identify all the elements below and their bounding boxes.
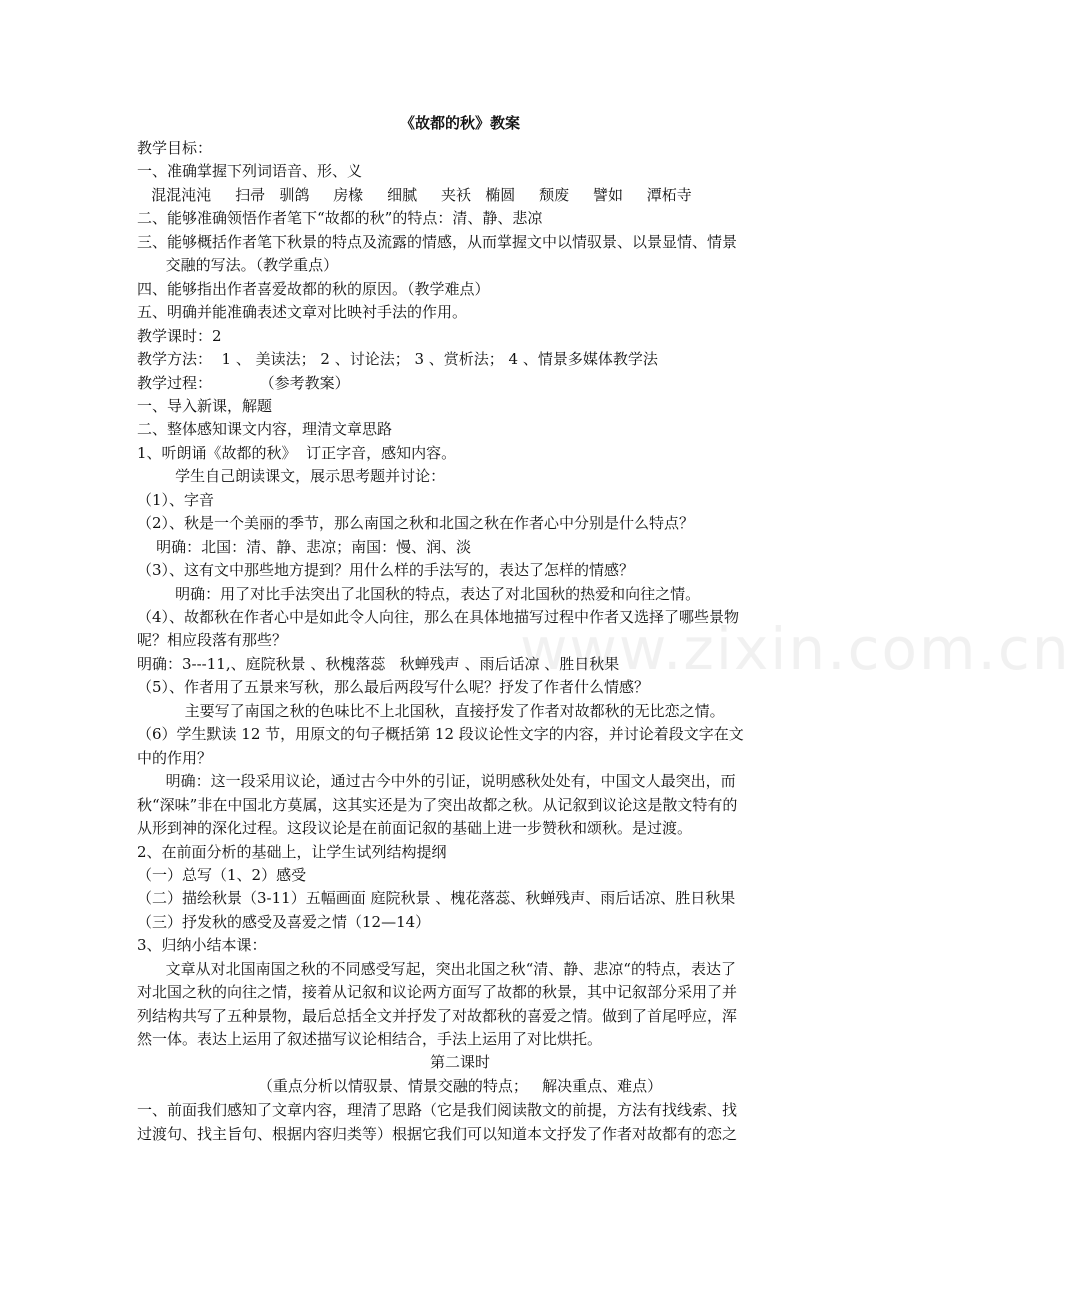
body-line: 混混沌沌 扫帚 驯鸽 房椽 细腻 夹袄 椭圆 颓废 譬如 潭柘寺: [137, 186, 692, 204]
body-line: （三）抒发秋的感受及喜爱之情（12—14）: [137, 913, 431, 931]
body-line: 明确：3---11,、庭院秋景 、秋槐落蕊 秋蝉残声 、雨后话凉 、胜日秋果: [137, 655, 620, 673]
body-line: 1、听朗诵《故都的秋》 订正字音，感知内容。: [137, 444, 457, 462]
watermark: www.zixin.com.cn: [520, 615, 1071, 683]
body-line: 教学目标：: [137, 139, 213, 157]
body-line: 从形到神的深化过程。这段议论是在前面记叙的基础上进一步赞秋和颂秋。是过渡。: [137, 819, 693, 837]
body-line: 教学方法： 1 、 美读法； 2 、讨论法； 3 、赏析法； 4 、情景多媒体教学法: [137, 350, 658, 368]
body-line: （3）、这有文中那些地方提到？用什么样的手法写的，表达了怎样的情感？: [137, 561, 635, 579]
body-line: 教学过程： （参考教案）: [137, 374, 350, 392]
body-line: 2、在前面分析的基础上，让学生试列结构提纲: [137, 843, 447, 861]
body-line: （4）、故都秋在作者心中是如此令人向往，那么在具体地描写过程中作者又选择了哪些景物: [137, 608, 740, 626]
body-line: 二、能够准确领悟作者笔下“故都的秋”的特点：清、静、悲凉: [137, 209, 543, 227]
body-line: 一、导入新课，解题: [137, 397, 273, 415]
body-line: 然一体。表达上运用了叙述描写议论相结合，手法上运用了对比烘托。: [137, 1030, 603, 1048]
body-line: 主要写了南国之秋的色味比不上北国秋，直接抒发了作者对故都秋的无比恋之情。: [137, 702, 725, 720]
body-line: 3、归纳小结本课：: [137, 936, 267, 954]
body-line: （1）、字音: [137, 491, 215, 509]
second-lesson-line: 一、前面我们感知了文章内容，理清了思路（它是我们阅读散文的前提，方法有找线索、找: [137, 1101, 738, 1119]
body-line: （6）学生默读 12 节，用原文的句子概括第 12 段议论性文字的内容，并讨论着段文字在文: [137, 725, 744, 743]
body-line: 一、准确掌握下列词语音、形、义: [137, 162, 363, 180]
body-line: 秋“深味”非在中国北方莫属，这其实还是为了突出故都之秋。从记叙到议论这是散文特有的: [137, 796, 738, 814]
body-line: 中的作用？: [137, 749, 213, 767]
second-lesson-line: 过渡句、找主旨句、根据内容归类等）根据它我们可以知道本文抒发了作者对故都有的恋之: [137, 1125, 738, 1143]
body-line: 明确：北国：清、静、悲凉；南国：慢、润、淡: [137, 538, 472, 556]
body-line: 交融的写法。（教学重点）: [137, 256, 339, 274]
body-line: 呢？相应段落有那些？: [137, 631, 288, 649]
body-line: 列结构共写了五种景物，最后总括全文并抒发了对故都秋的喜爱之情。做到了首尾呼应，浑: [137, 1007, 738, 1025]
body-line: 四、能够指出作者喜爱故都的秋的原因。（教学难点）: [137, 280, 490, 298]
body-line: 三、能够概括作者笔下秋景的特点及流露的情感，从而掌握文中以情驭景、以景显情、情景: [137, 233, 738, 251]
body-line: （一）总写（1、2）感受: [137, 866, 307, 884]
body-line: 明确：这一段采用议论，通过古今中外的引证，说明感秋处处有，中国文人最突出，而: [137, 772, 736, 790]
second-lesson-subheading: （重点分析以情驭景、情景交融的特点； 解决重点、难点）: [257, 1077, 663, 1095]
second-lesson-heading: 第二课时: [429, 1053, 490, 1071]
body-line: 对北国之秋的向往之情，接着从记叙和议论两方面写了故都的秋景，其中记叙部分采用了并: [137, 983, 738, 1001]
body-line: （二）描绘秋景（3-11）五幅画面 庭院秋景 、槐花落蕊、秋蝉残声、雨后话凉、胜日秋果: [137, 889, 736, 907]
body-line: 学生自己朗读课文，展示思考题并讨论：: [137, 467, 446, 485]
body-line: 文章从对北国南国之秋的不同感受写起，突出北国之秋“清、静、悲凉“的特点，表达了: [137, 960, 736, 978]
document-title: 《故都的秋》教案: [399, 114, 520, 132]
body-line: （2）、秋是一个美丽的季节，那么南国之秋和北国之秋在作者心中分别是什么特点？: [137, 514, 695, 532]
body-line: 明确：用了对比手法突出了北国秋的特点，表达了对北国秋的热爱和向往之情。: [137, 585, 701, 603]
body-line: （5）、作者用了五景来写秋，那么最后两段写什么呢？抒发了作者什么情感？: [137, 678, 650, 696]
body-line: 二、整体感知课文内容，理清文章思路: [137, 420, 393, 438]
body-line: 五、明确并能准确表述文章对比映衬手法的作用。: [137, 303, 468, 321]
body-line: 教学课时：2: [137, 327, 222, 345]
